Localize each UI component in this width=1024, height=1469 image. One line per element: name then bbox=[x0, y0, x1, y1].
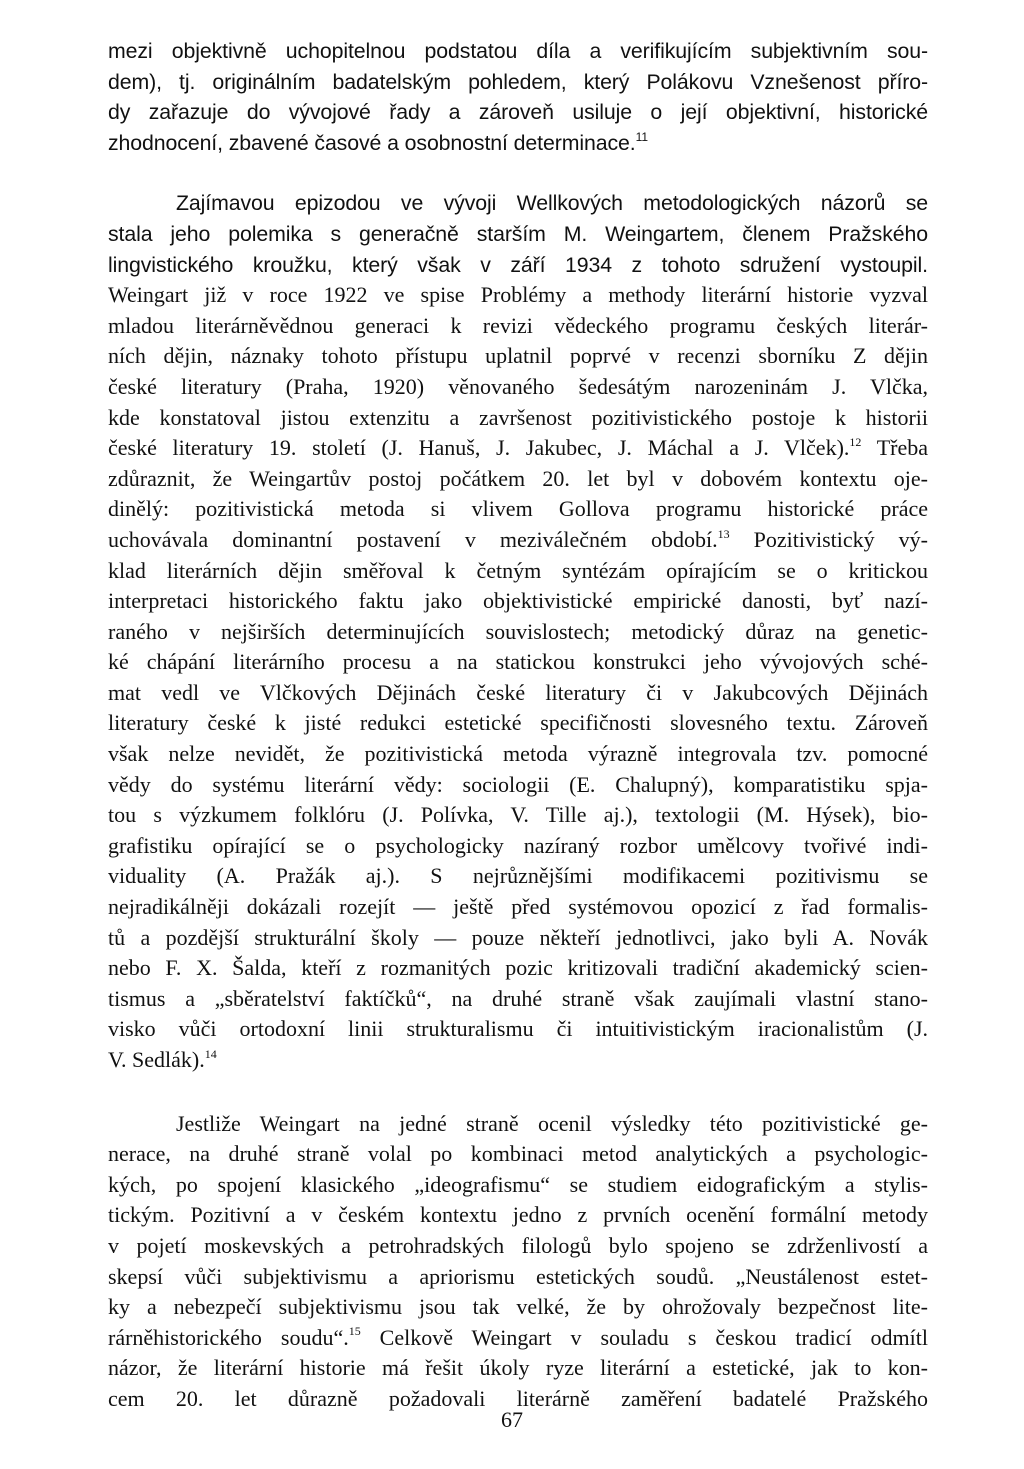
paragraph-3-line-4: tickým. Pozitivní a v českém kontextu jedno z prvních ocenění formální metody bbox=[108, 1202, 928, 1228]
paragraph-2-line-14: interpretaci historického faktu jako objektivistické empirické danosti, byť nazí- bbox=[108, 588, 928, 614]
paragraph-3-line-10: cem 20. let důrazně požadovali literárně zaměření badatelé Pražského bbox=[108, 1385, 928, 1411]
paragraph-2-line-19: však nelze nevidět, že pozitivistická metoda výrazně integrovala tzv. pomocné bbox=[108, 741, 928, 767]
paragraph-3-line-2: nerace, na druhé straně volal po kombinaci metod analytických a psychologic- bbox=[108, 1141, 928, 1167]
paragraph-2-line-29 bbox=[108, 1045, 928, 1076]
paragraph-3-line-5: v pojetí moskevských a petrohradských filologů bylo spojeno se zdrženlivostí a bbox=[108, 1232, 928, 1258]
paragraph-2-line-10: zdůraznit, že Weingartův postoj počátkem 20. let byl v dobovém kontextu oje- bbox=[108, 465, 928, 491]
paragraph-3-line-3: kých, po spojení klasického „ideografismu“ se studiem eidografickým a stylis- bbox=[108, 1171, 928, 1197]
paragraph-2-line-3: lingvistického kroužku, který však v září 1934 z tohoto sdružení vystoupil. bbox=[108, 252, 928, 277]
paragraph-2-line-25: tů a pozdější strukturální školy — pouze někteří jednotlivci, jako byli A. Novák bbox=[108, 924, 928, 950]
paragraph-2-line-29-text: V. Sedlák). bbox=[108, 1047, 205, 1072]
footnote-marker-13: 13 bbox=[717, 526, 730, 541]
footnote-marker-14: 14 bbox=[204, 1046, 217, 1061]
main-text-column bbox=[108, 36, 928, 1415]
paragraph-3-line-8-text: rárněhistorického soudu“. bbox=[108, 1324, 349, 1350]
paragraph-3-line-9: názor, že literární historie má řešit úkoly ryze literární a estetické, jak to kon- bbox=[108, 1355, 928, 1381]
paragraph-2-line-12-after: Pozitivistický vý- bbox=[729, 526, 928, 552]
paragraph-2-line-21: tou s výzkumem folklóru (J. Polívka, V. Tille aj.), textologii (M. Hýsek), bio- bbox=[108, 802, 928, 828]
paragraph-2-line-8: kde konstatoval jistou extenzitu a završenost pozitivistického postoje k historii bbox=[108, 404, 928, 430]
paragraph-2-line-28: visko vůči ortodoxní linii strukturalismu či intuitivistickým iracionalistům (J. bbox=[108, 1016, 928, 1042]
paragraph-2-line-27: tismus a „sběratelství faktíčků“, na druhé straně však zaujímali vlastní stano- bbox=[108, 985, 928, 1011]
paragraph-1-line-4 bbox=[108, 128, 928, 159]
paragraph-3-line-8-after: Celkově Weingart v souladu s českou tradicí odmítl bbox=[360, 1324, 929, 1350]
paragraph-2-line-20: vědy do systému literární vědy: sociologii (E. Chalupný), komparatistiku spja- bbox=[108, 771, 928, 797]
paragraph-2-line-26: nebo F. X. Šalda, kteří z rozmanitých pozic kritizovali tradiční akademický scien- bbox=[108, 955, 928, 981]
paragraph-1 bbox=[108, 36, 928, 158]
paragraph-3 bbox=[108, 1109, 928, 1415]
paragraph-3-line-8 bbox=[108, 1323, 928, 1354]
paragraph-2-line-23: viduality (A. Pražák aj.). S nejrůznějšími modifikacemi pozitivismu se bbox=[108, 863, 928, 889]
paragraph-2-line-1: Zajímavou epizodou ve vývoji Wellkových metodologických názorů se bbox=[176, 191, 928, 216]
paragraph-2-line-18: literatury české k jisté redukci estetické specifičnosti slovesného textu. Zároveň bbox=[108, 710, 928, 736]
paragraph-1-line-1: mezi objektivně uchopitelnou podstatou díla a verifikujícím subjektivním sou- bbox=[108, 39, 928, 63]
paragraph-2-line-16: ké chápání literárního procesu a na statickou konstrukci jeho vývojových sché- bbox=[108, 649, 928, 675]
paragraph-2-line-22: grafistiku opírající se o psychologicky nazíraný rozbor umělcovy tvořivé indi- bbox=[108, 832, 928, 858]
paragraph-2-line-4: Weingart již v roce 1922 ve spise Problémy a methody literární historie vyzval bbox=[108, 282, 928, 308]
footnote-marker-12: 12 bbox=[849, 434, 862, 449]
paragraph-2-line-12-text: uchovávala dominantní postavení v meziválečném období. bbox=[108, 526, 718, 552]
page-number: 67 bbox=[501, 1407, 523, 1432]
paragraph-2-line-6: ních dějin, náznaky tohoto přístupu uplatnil poprvé v recenzi sborníku Z dějin bbox=[108, 343, 928, 369]
paragraph-2-line-15: raného v nejširších determinujících souvislostech; metodický důraz na genetic- bbox=[108, 618, 928, 644]
footnote-marker-11: 11 bbox=[635, 129, 649, 144]
paragraph-2-line-9 bbox=[108, 433, 928, 464]
paragraph-2 bbox=[108, 188, 928, 1075]
paragraph-2-line-9-after: Třeba bbox=[861, 435, 928, 461]
paragraph-2-line-17: mat vedl ve Vlčkových Dějinách české literatury či v Jakubcových Dějinách bbox=[108, 679, 928, 705]
paragraph-2-line-11: dinělý: pozitivistická metoda si vlivem Gollova programu historické práce bbox=[108, 496, 928, 522]
paragraph-2-line-2: stala jeho polemika s generačně starším M. Weingartem, členem Pražského bbox=[108, 221, 928, 246]
paragraph-2-line-7: české literatury (Praha, 1920) věnovaného šedesátým narozeninám J. Vlčka, bbox=[108, 373, 928, 399]
paragraph-1-line-2: dem), tj. originálním badatelským pohledem, který Polákovu Vznešenost příro- bbox=[108, 69, 928, 94]
paragraph-2-line-9-text: české literatury 19. století (J. Hanuš, J. Jakubec, J. Máchal a J. Vlček). bbox=[108, 435, 850, 461]
paragraph-2-line-24: nejradikálněji dokázali rozejít — ještě před systémovou opozicí z řad formalis- bbox=[108, 894, 928, 920]
paragraph-3-line-6: skepsí vůči subjektivismu a apriorismu estetických soudů. „Neustálenost estet- bbox=[108, 1263, 928, 1289]
paragraph-3-line-7: ky a nebezpečí subjektivismu jsou tak velké, že by ohrožovaly bezpečnost lite- bbox=[108, 1294, 928, 1320]
paragraph-2-line-12 bbox=[108, 525, 928, 556]
paragraph-1-line-3: dy zařazuje do vývojové řady a zároveň usiluje o její objektivní, historické bbox=[108, 100, 928, 125]
paragraph-1-line-4-text: zhodnocení, zbavené časové a osobnostní determinace. bbox=[108, 130, 636, 155]
paragraph-3-line-1: Jestliže Weingart na jedné straně ocenil výsledky této pozitivistické ge- bbox=[176, 1110, 928, 1136]
paragraph-2-line-13: klad literárních dějin směřoval k četným syntézám opírajícím se o kritickou bbox=[108, 557, 928, 583]
paragraph-2-line-5: mladou literárněvědnou generaci k revizi vědeckého programu českých literár- bbox=[108, 312, 928, 338]
footnote-marker-15: 15 bbox=[348, 1324, 361, 1339]
